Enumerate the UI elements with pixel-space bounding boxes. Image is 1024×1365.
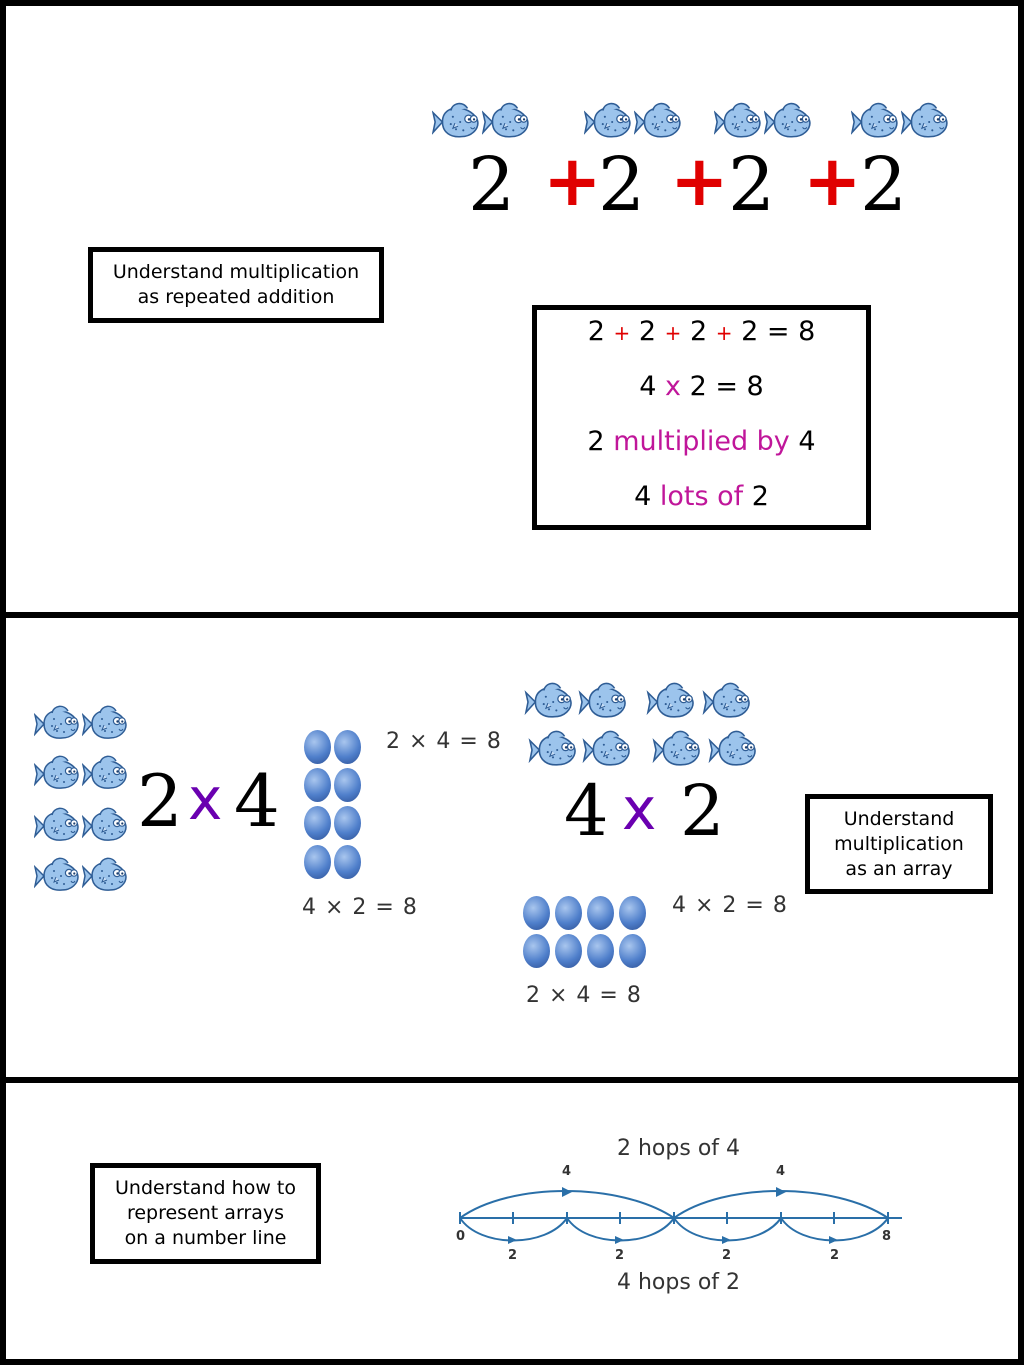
- start-label: 0: [456, 1229, 466, 1244]
- plus-sign: +: [543, 140, 602, 222]
- fish-icon: [708, 729, 758, 771]
- fish-icon: [82, 856, 128, 896]
- array-expr-right-a: 4: [564, 770, 609, 852]
- array-equation: 4 × 2 = 8: [672, 893, 788, 918]
- top-caption: 2 hops of 4: [617, 1136, 741, 1161]
- fish-icon: [702, 681, 752, 723]
- counter: [523, 896, 550, 930]
- counter: [304, 845, 331, 879]
- counter: [619, 896, 646, 930]
- counter: [334, 845, 361, 879]
- eq-term: 2: [751, 481, 769, 512]
- eq-plus: +: [715, 321, 733, 345]
- counter: [304, 768, 331, 802]
- counter: [523, 934, 550, 968]
- eq-times: x: [665, 371, 681, 402]
- fish-icon: [482, 101, 530, 143]
- array-expr-left-a: 2: [137, 759, 183, 843]
- array-equation: 2 × 4 = 8: [386, 729, 502, 754]
- counter: [334, 768, 361, 802]
- multiplied-by-phrase: [537, 426, 866, 457]
- fish-icon: [714, 101, 762, 143]
- fish-icon: [764, 101, 812, 143]
- hop2-label: 2: [615, 1248, 625, 1263]
- eq-term: 2: [689, 316, 708, 347]
- equations-box: [532, 305, 871, 530]
- counter: [555, 934, 582, 968]
- fish-icon: [634, 101, 682, 143]
- hop4-label: 4: [562, 1164, 572, 1179]
- addition-equation: [537, 316, 866, 347]
- fish-icon: [528, 729, 578, 771]
- sum-term: 2: [598, 142, 646, 228]
- eq-rest: 2 = 8: [689, 371, 764, 402]
- eq-plus: +: [613, 321, 631, 345]
- end-label: 8: [882, 1229, 892, 1244]
- plus-sign: +: [670, 140, 729, 222]
- array-equation: 4 × 2 = 8: [302, 895, 418, 920]
- fish-icon: [578, 681, 628, 723]
- fish-icon: [82, 754, 128, 794]
- fish-icon: [646, 681, 696, 723]
- times-sign: x: [622, 775, 657, 843]
- counter: [587, 934, 614, 968]
- array-equation: 2 × 4 = 8: [526, 983, 642, 1008]
- eq-term: 4: [634, 481, 652, 512]
- lots-of-phrase: [537, 481, 866, 512]
- eq-phrase: multiplied by: [613, 426, 790, 457]
- fish-icon: [34, 806, 80, 846]
- sum-term: 2: [468, 142, 516, 228]
- eq-term: 4: [798, 426, 816, 457]
- bottom-caption: 4 hops of 2: [617, 1270, 741, 1295]
- repeated-addition-label: Understand multiplication as repeated addition: [88, 247, 384, 323]
- fish-icon: [851, 101, 899, 143]
- array-label: Understand multiplication as an array: [805, 794, 993, 894]
- counter: [587, 896, 614, 930]
- plus-sign: +: [803, 140, 862, 222]
- fish-icon: [432, 101, 480, 143]
- hop2-label: 2: [830, 1248, 840, 1263]
- hop2-label: 2: [722, 1248, 732, 1263]
- fish-icon: [82, 806, 128, 846]
- hop4-label: 4: [776, 1164, 786, 1179]
- sum-term: 2: [728, 142, 776, 228]
- eq-term: 4: [639, 371, 657, 402]
- fish-icon: [82, 704, 128, 744]
- fish-icon: [652, 729, 702, 771]
- fish-icon: [34, 704, 80, 744]
- fish-icon: [34, 754, 80, 794]
- times-sign: x: [188, 765, 223, 833]
- fish-icon: [584, 101, 632, 143]
- eq-phrase: lots of: [659, 481, 744, 512]
- eq-plus: +: [664, 321, 682, 345]
- counter: [304, 730, 331, 764]
- fish-icon: [34, 856, 80, 896]
- sum-term: 2: [860, 142, 908, 228]
- counter: [334, 806, 361, 840]
- counter: [304, 806, 331, 840]
- number-line-label: Understand how to represent arrays on a number line: [90, 1163, 321, 1264]
- eq-term: 2: [587, 316, 605, 347]
- eq-result: = 8: [766, 316, 816, 347]
- eq-term: 2: [587, 426, 605, 457]
- multiplication-equation: [537, 371, 866, 402]
- hop2-label: 2: [508, 1248, 518, 1263]
- array-expr-right-b: 2: [680, 770, 725, 852]
- fish-icon: [524, 681, 574, 723]
- number-line: [450, 1160, 910, 1270]
- eq-term: 2: [638, 316, 657, 347]
- fish-icon: [582, 729, 632, 771]
- eq-term: 2: [741, 316, 759, 347]
- array-expr-left-b: 4: [234, 759, 280, 843]
- counter: [555, 896, 582, 930]
- counter: [334, 730, 361, 764]
- fish-icon: [901, 101, 949, 143]
- counter: [619, 934, 646, 968]
